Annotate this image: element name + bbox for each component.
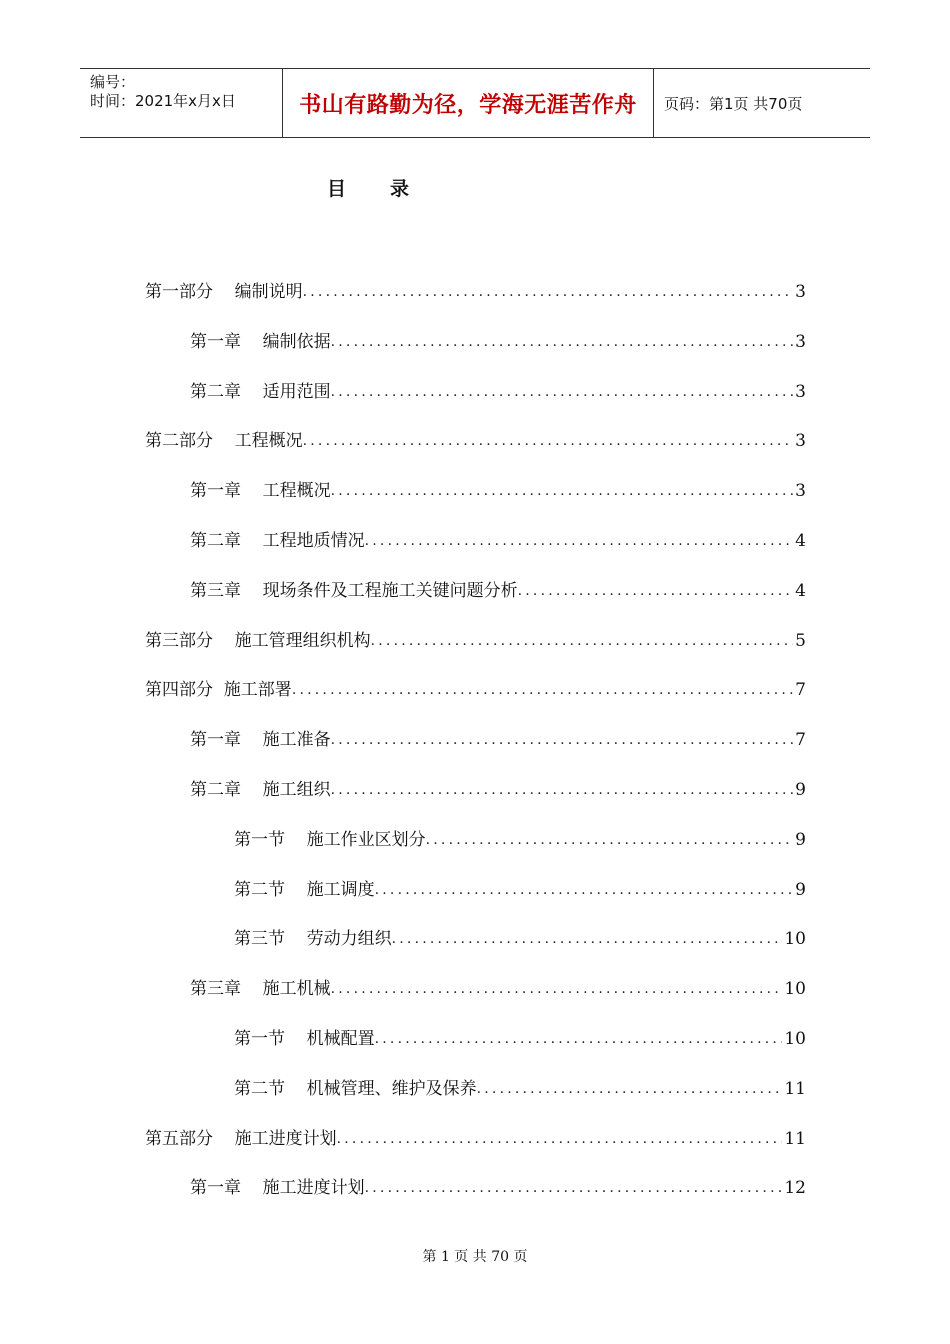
toc-leader-dots bbox=[477, 1081, 783, 1099]
toc-entry-label: 第四部分 施工部署 bbox=[145, 680, 292, 701]
toc-leader-dots bbox=[375, 882, 794, 900]
toc-leader-dots bbox=[303, 284, 794, 302]
toc-leader-dots bbox=[303, 433, 794, 451]
toc-entry-label: 第三节 劳动力组织 bbox=[234, 929, 392, 950]
toc-entry-page-number: 3 bbox=[795, 381, 806, 402]
toc-entry[interactable] bbox=[190, 318, 806, 352]
toc-entry-page-number: 4 bbox=[795, 531, 806, 551]
toc-entry-page-number: 10 bbox=[784, 979, 806, 1000]
toc-entry-label: 第三章 现场条件及工程施工关键问题分析 bbox=[190, 580, 518, 601]
toc-entry[interactable] bbox=[234, 1015, 806, 1049]
toc-entry-label: 第二节 施工调度 bbox=[234, 879, 375, 900]
toc-entry[interactable] bbox=[145, 417, 806, 451]
toc-entry-page-number: 3 bbox=[795, 282, 806, 302]
toc-leader-dots bbox=[371, 633, 794, 651]
toc-leader-dots bbox=[375, 1031, 783, 1049]
toc-entry-label: 第二章 施工组织 bbox=[190, 780, 331, 800]
toc-leader-dots bbox=[331, 782, 794, 800]
toc-entry[interactable] bbox=[234, 816, 806, 850]
header-meta bbox=[80, 69, 282, 137]
toc-entry[interactable] bbox=[190, 766, 806, 800]
toc-entry-label: 第三章 施工机械 bbox=[190, 979, 331, 1000]
toc-entry[interactable] bbox=[145, 1115, 806, 1149]
toc-entry-label: 第一节 施工作业区划分 bbox=[234, 829, 426, 850]
toc-entry-page-number: 9 bbox=[795, 879, 806, 900]
toc-entry-label: 第一章 施工准备 bbox=[190, 730, 331, 751]
toc-entry-label: 第一节 机械配置 bbox=[234, 1029, 375, 1049]
toc-entry-page-number: 4 bbox=[795, 580, 806, 601]
toc-entry[interactable] bbox=[145, 617, 806, 651]
toc-entry[interactable] bbox=[190, 965, 806, 999]
toc-entry[interactable] bbox=[190, 467, 806, 501]
toc-leader-dots bbox=[337, 1131, 783, 1149]
toc-entry-page-number: 9 bbox=[795, 780, 806, 800]
toc-title: 目录 bbox=[326, 178, 453, 200]
toc-entry-page-number: 3 bbox=[795, 331, 806, 352]
toc-entry[interactable] bbox=[190, 517, 806, 551]
header-slogan-cell bbox=[282, 69, 654, 137]
toc-entry[interactable] bbox=[234, 1065, 806, 1099]
toc-entry-page-number: 11 bbox=[784, 1128, 806, 1149]
toc-entry-label: 第二章 适用范围 bbox=[190, 381, 331, 402]
toc-entry-page-number: 10 bbox=[784, 1029, 806, 1049]
toc-entry[interactable] bbox=[145, 268, 806, 302]
toc-entry[interactable] bbox=[190, 368, 806, 402]
toc-entry-page-number: 3 bbox=[795, 431, 806, 452]
toc-leader-dots bbox=[292, 682, 793, 700]
toc-entry[interactable] bbox=[234, 866, 806, 900]
document-time-label: 时间：2021年x月x日 bbox=[90, 92, 236, 110]
page-footer: 第 1 页 共 70 页 bbox=[422, 1249, 528, 1265]
toc-entry[interactable] bbox=[190, 1164, 806, 1198]
toc-leader-dots bbox=[331, 483, 794, 501]
toc-entry-label: 第二部分 工程概况 bbox=[145, 431, 303, 452]
toc-leader-dots bbox=[331, 334, 794, 352]
toc-entry-page-number: 3 bbox=[795, 481, 806, 502]
toc-entry-label: 第五部分 施工进度计划 bbox=[145, 1128, 337, 1149]
toc-leader-dots bbox=[392, 931, 783, 949]
toc-entry-label: 第一部分 编制说明 bbox=[145, 282, 303, 302]
toc-leader-dots bbox=[365, 533, 794, 551]
toc-leader-dots bbox=[518, 583, 794, 601]
toc-entry-page-number: 7 bbox=[795, 680, 806, 701]
toc-entry-page-number: 12 bbox=[784, 1178, 806, 1199]
toc-entry[interactable] bbox=[145, 666, 806, 700]
header-slogan: 书山有路勤为径，学海无涯苦作舟 bbox=[299, 92, 637, 118]
document-number-label: 编号： bbox=[90, 73, 136, 91]
toc-entry-label: 第二节 机械管理、维护及保养 bbox=[234, 1078, 477, 1099]
document-header bbox=[80, 68, 870, 138]
toc-entry-page-number: 5 bbox=[795, 630, 806, 651]
toc-leader-dots bbox=[331, 384, 794, 402]
toc-entry-label: 第三部分 施工管理组织机构 bbox=[145, 630, 371, 651]
toc-entry-page-number: 10 bbox=[784, 929, 806, 950]
toc-leader-dots bbox=[426, 832, 794, 850]
toc-leader-dots bbox=[331, 981, 783, 999]
toc-entry-label: 第二章 工程地质情况 bbox=[190, 531, 365, 551]
toc-leader-dots bbox=[365, 1180, 783, 1198]
toc-entry[interactable] bbox=[190, 567, 806, 601]
toc-entry-label: 第一章 编制依据 bbox=[190, 331, 331, 352]
toc-entry-page-number: 7 bbox=[795, 730, 806, 751]
toc-entry-label: 第一章 施工进度计划 bbox=[190, 1178, 365, 1199]
toc-entry[interactable] bbox=[234, 915, 806, 949]
header-page-info: 页码：第1页 共70页 bbox=[664, 94, 803, 113]
toc-entry-page-number: 9 bbox=[795, 829, 806, 850]
toc-entry-label: 第一章 工程概况 bbox=[190, 481, 331, 502]
toc-leader-dots bbox=[331, 732, 794, 750]
toc-entry-page-number: 11 bbox=[784, 1078, 806, 1099]
toc-entry[interactable] bbox=[190, 716, 806, 750]
